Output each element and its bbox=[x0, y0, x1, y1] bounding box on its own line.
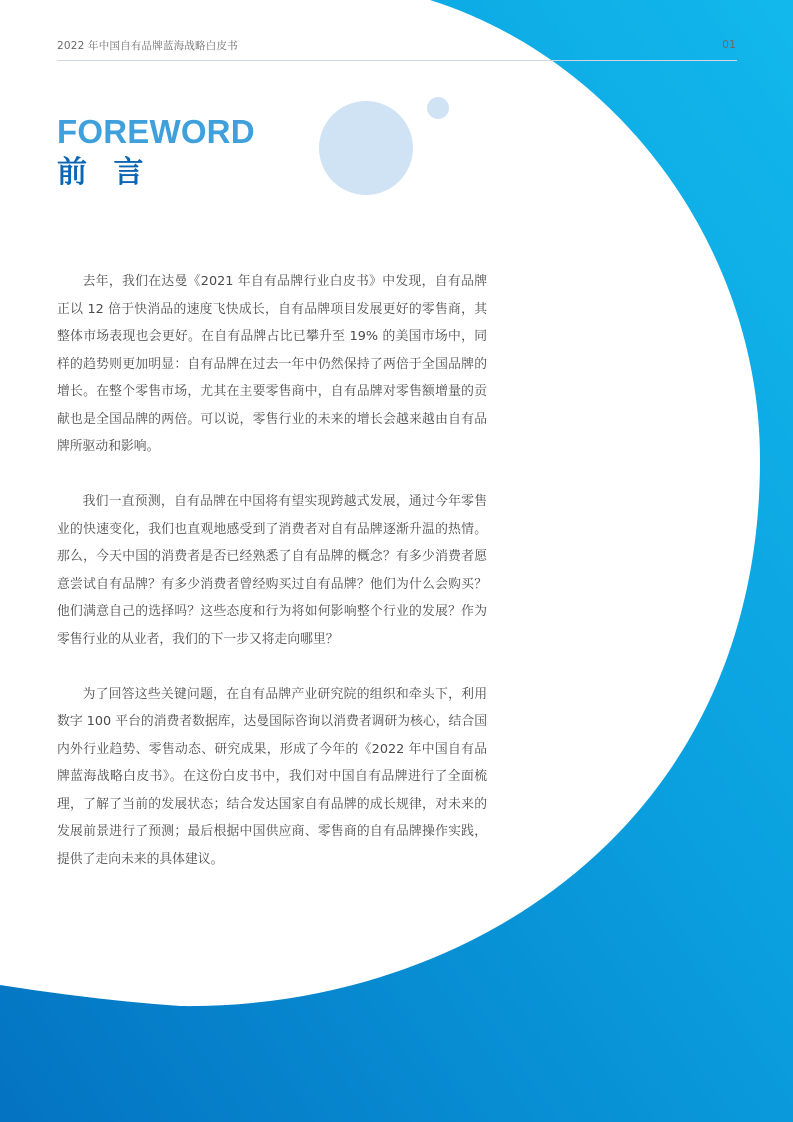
document-header-title: 2022 年中国自有品牌蓝海战略白皮书 bbox=[57, 40, 238, 52]
foreword-heading-chinese: 前 言 bbox=[57, 155, 152, 190]
paragraph: 我们一直预测，自有品牌在中国将有望实现跨越式发展，通过今年零售业的快速变化，我们也直观地感受到了消费者对自有品牌逐渐升温的热情。那么，今天中国的消费者是否已经熟悉了自有品牌的概念？有多少消费者愿意尝试自有品牌？有多少消费者曾经购买过自有品牌？他们为什么会购买？他们满意自己的选择吗？这些态度和行为将如何影响整个行业的发展？作为零售行业的从业者，我们的下一步又将走向哪里？ bbox=[57, 494, 487, 647]
paragraph: 为了回答这些关键问题，在自有品牌产业研究院的组织和牵头下，利用数字 100 平台的消费者数据库，达曼国际咨询以消费者调研为核心，结合国内外行业趋势、零售动态、研究成果，形成了今年的《2022 年中国自有品牌蓝海战略白皮书》。在这份白皮书中，我们对中国自有品牌进行了全面梳理，了解了当前的发展状态；结合发达国家自有品牌的成长规律，对未来的发展前景进行了预测；最后根据中国供应商、零售商的自有品牌操作实践，提供了走向未来的具体建议。 bbox=[57, 686, 487, 867]
page-number: 01 bbox=[722, 38, 736, 51]
large-bubble bbox=[319, 101, 413, 195]
paragraph: 去年，我们在达曼《2021 年自有品牌行业白皮书》中发现，自有品牌正以 12 倍于快消品的速度飞快成长，自有品牌项目发展更好的零售商，其整体市场表现也会更好。在自有品牌占比已攀升至 19% 的美国市场中，同样的趋势则更加明显：自有品牌在过去一年中仍然保持了两倍于全国品牌的增长。在整个零售市场，尤其在主要零售商中，自有品牌对零售额增量的贡献也是全国品牌的两倍。可以说，零售行业的未来的增长会越来越由自有品牌所驱动和影响。 bbox=[57, 274, 487, 454]
header-divider bbox=[57, 60, 737, 61]
foreword-body bbox=[57, 268, 487, 901]
small-bubble bbox=[427, 97, 449, 119]
foreword-heading-english: FOREWORD bbox=[57, 113, 255, 150]
